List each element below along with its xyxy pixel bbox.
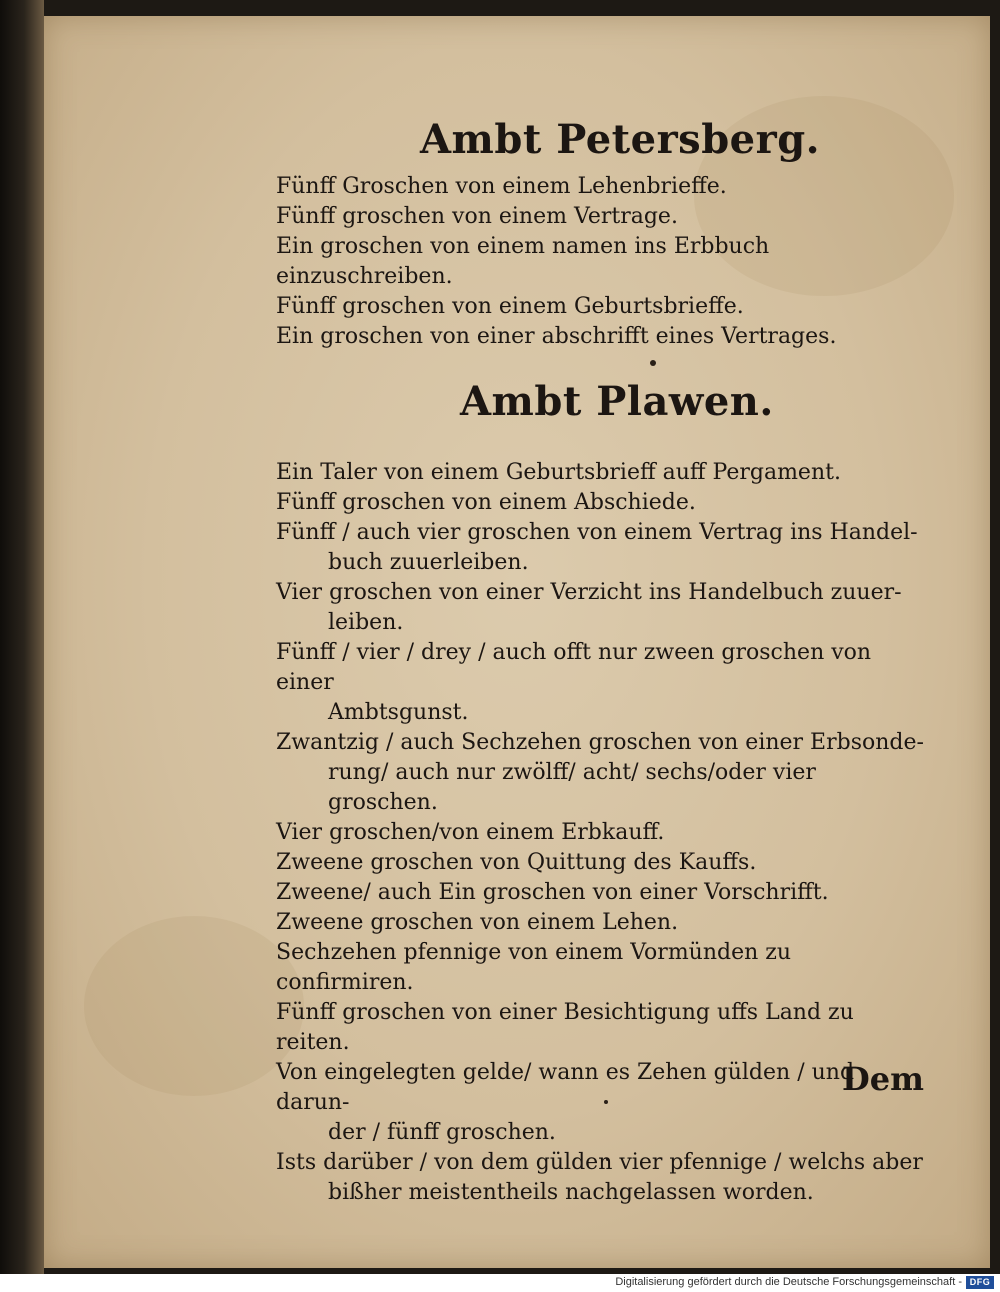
fee-entry: [230, 938, 930, 998]
entry-line: Sechzehen pfennige von einem Vormünden zu confirmiren.: [276, 940, 792, 995]
entry-line: Zweene groschen von Quittung des Kauffs.: [276, 850, 757, 875]
page-text-block: [230, 100, 930, 1208]
entry-continuation-line: leiben.: [328, 610, 404, 635]
entry-line: Von eingelegten gelde/ wann es Zehen gülden / und darun-: [276, 1060, 855, 1115]
fee-entry: [230, 1058, 930, 1148]
entry-line: Vier groschen von einer Verzicht ins Handelbuch zuuer-: [276, 580, 902, 605]
fee-entry: [230, 818, 930, 848]
entry-continuation-line: rung/ auch nur zwölff/ acht/ sechs/oder vier groschen.: [328, 760, 816, 815]
fee-entry: [230, 458, 930, 488]
fee-entry: [230, 202, 930, 232]
fee-entry: [230, 172, 930, 202]
entry-continuation-line: buch zuuerleiben.: [328, 550, 529, 575]
entry-line: Zweene/ auch Ein groschen von einer Vorschrifft.: [276, 880, 829, 905]
funding-credit: Digitalisierung gefördert durch die Deutsche Forschungsgemeinschaft -: [615, 1276, 962, 1288]
fee-entry: [230, 292, 930, 322]
fee-entry: [230, 578, 930, 638]
fee-entry: [230, 908, 930, 938]
entry-line: Fünff groschen von einem Geburtsbrieffe.: [276, 294, 744, 319]
fee-entry-list: [230, 172, 930, 352]
entry-line: Fünff / vier / drey / auch offt nur zween groschen von einer: [276, 640, 872, 695]
entry-line: Ein Taler von einem Geburtsbrieff auff Pergament.: [276, 460, 841, 485]
fee-entry-list: [230, 458, 930, 1208]
section-heading: Ambt Petersberg.: [420, 116, 821, 163]
catchword: Dem: [842, 1060, 924, 1098]
entry-line: Ists darüber / von dem gülden vier pfennige / welchs aber: [276, 1150, 923, 1175]
entry-line: Fünff groschen von einem Vertrage.: [276, 204, 678, 229]
fee-entry: [230, 518, 930, 578]
entry-line: Fünff groschen von einer Besichtigung uffs Land zu reiten.: [276, 1000, 854, 1055]
entry-line: Fünff / auch vier groschen von einem Vertrag ins Handel-: [276, 520, 918, 545]
fee-entry: [230, 232, 930, 292]
entry-line: Zweene groschen von einem Lehen.: [276, 910, 679, 935]
entry-line: Ein groschen von einem namen ins Erbbuch einzuschreiben.: [276, 234, 770, 289]
fee-entry: [230, 488, 930, 518]
fee-entry: [230, 322, 930, 352]
section-heading: Ambt Plawen.: [460, 378, 774, 425]
entry-continuation-line: Ambtsgunst.: [328, 700, 469, 725]
fee-entry: [230, 998, 930, 1058]
fee-entry: [230, 878, 930, 908]
entry-line: Ein groschen von einer abschrifft eines Vertrages.: [276, 324, 837, 349]
dfg-logo-icon: DFG: [966, 1276, 994, 1289]
entry-line: Fünff groschen von einem Abschiede.: [276, 490, 696, 515]
fee-entry: [230, 1148, 930, 1208]
book-spine-edge: [0, 0, 44, 1274]
fee-entry: [230, 638, 930, 728]
entry-continuation-line: bißher meistentheils nachgelassen worden.: [328, 1180, 814, 1205]
fee-entry: [230, 848, 930, 878]
entry-continuation-line: der / fünff groschen.: [328, 1120, 556, 1145]
entry-line: Zwantzig / auch Sechzehen groschen von einer Erbsonde-: [276, 730, 924, 755]
fee-entry: [230, 728, 930, 818]
entry-line: Vier groschen/von einem Erbkauff.: [276, 820, 665, 845]
entry-line: Fünff Groschen von einem Lehenbrieffe.: [276, 174, 727, 199]
